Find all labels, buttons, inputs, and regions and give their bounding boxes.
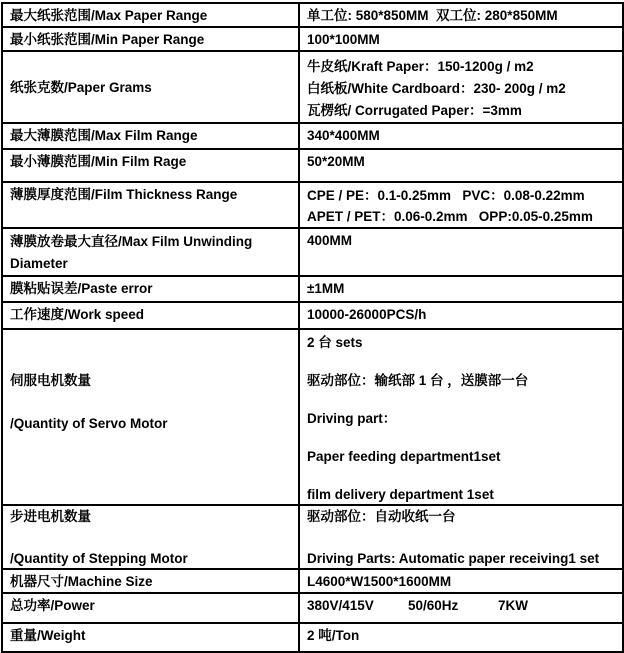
spec-value-part: 50/60Hz: [408, 598, 459, 613]
table-row: [2, 27, 623, 51]
table-row: [2, 123, 623, 149]
spec-value: 2 吨/Ton: [307, 628, 360, 643]
spec-label-cell: [2, 149, 299, 182]
table-row: [2, 51, 623, 123]
table-row: [2, 505, 623, 569]
spec-value-cell: [299, 123, 623, 149]
machine-spec-table: [1, 2, 624, 653]
spec-label: 最大薄膜范围/Max Film Range: [10, 128, 198, 143]
spec-label-cell: [2, 505, 299, 569]
spec-value-cell: [299, 149, 623, 182]
spec-label-cell: [2, 593, 299, 623]
table-row: [2, 302, 623, 329]
spec-label: 机器尺寸/Machine Size: [10, 574, 153, 589]
spec-value-line: 牛皮纸/Kraft Paper：150-1200g / m2: [307, 59, 534, 74]
table-row: [2, 276, 623, 302]
spec-label-cell: [2, 302, 299, 329]
spec-label-line: Diameter: [10, 256, 68, 271]
spec-value-line: film delivery department 1set: [307, 487, 494, 502]
spec-value-cell: [299, 329, 623, 505]
spec-label-cell: [2, 276, 299, 302]
spec-value-part: 380V/415V: [307, 598, 374, 613]
spec-label-line: 步进电机数量: [10, 509, 91, 524]
spec-label-line: 伺服电机数量: [10, 373, 91, 388]
table-row: [2, 329, 623, 505]
spec-value-part: 7KW: [498, 598, 528, 613]
spec-label: 总功率/Power: [10, 598, 95, 613]
spec-label: 最小薄膜范围/Min Film Rage: [10, 154, 187, 169]
spec-value-line: 驱动部位：输纸部 1 台 ，送膜部一台: [307, 373, 529, 388]
spec-value: 400MM: [307, 233, 353, 248]
spec-value-cell: [299, 51, 623, 123]
spec-label: 工作速度/Work speed: [10, 307, 145, 322]
spec-value-line: APET / PET：0.06-0.2mm OPP:0.05-0.25mm: [307, 209, 593, 224]
spec-label-line: 薄膜放卷最大直径/Max Film Unwinding: [10, 234, 253, 249]
table-row: [2, 623, 623, 652]
spec-label-line: /Quantity of Servo Motor: [10, 416, 168, 431]
spec-label-line: /Quantity of Stepping Motor: [10, 551, 188, 566]
spec-label: 最大纸张范围/Max Paper Range: [10, 8, 208, 23]
spec-label-cell: [2, 123, 299, 149]
spec-label-cell: [2, 3, 299, 27]
spec-label: 纸张克数/Paper Grams: [10, 80, 152, 95]
table-row: [2, 149, 623, 182]
spec-value: L4600*W1500*1600MM: [307, 574, 452, 589]
spec-label-cell: [2, 623, 299, 652]
spec-value-cell: [299, 302, 623, 329]
spec-value-line: 2 台 sets: [307, 335, 363, 350]
table-row: [2, 3, 623, 27]
spec-value: 340*400MM: [307, 128, 380, 143]
spec-value-cell: [299, 623, 623, 652]
spec-label: 薄膜厚度范围/Film Thickness Range: [10, 187, 238, 202]
spec-label: 重量/Weight: [10, 628, 86, 643]
spec-value-line: 瓦楞纸/ Corrugated Paper：=3mm: [307, 103, 522, 118]
spec-label-cell: [2, 27, 299, 51]
spec-value: 100*100MM: [307, 32, 380, 47]
spec-value-cell: [299, 3, 623, 27]
spec-value-line: Driving part：: [307, 411, 397, 426]
spec-value-line: CPE / PE：0.1-0.25mm PVC：0.08-0.22mm: [307, 188, 585, 203]
spec-label: 膜粘贴误差/Paste error: [10, 281, 153, 296]
spec-label-cell: [2, 182, 299, 228]
spec-value-cell: [299, 505, 623, 569]
spec-value-cell: [299, 27, 623, 51]
table-row: [2, 228, 623, 276]
spec-label-cell: [2, 569, 299, 593]
spec-value: 单工位: 580*850MM 双工位: 280*850MM: [307, 8, 558, 23]
spec-value-line: Paper feeding department1set: [307, 449, 501, 464]
spec-value-cell: [299, 182, 623, 228]
spec-value-cell: [299, 593, 623, 623]
spec-label-cell: [2, 228, 299, 276]
spec-value: 50*20MM: [307, 154, 365, 169]
spec-value-line: 驱动部位：自动收纸一台: [307, 509, 456, 524]
spec-value: ±1MM: [307, 281, 345, 296]
spec-value-cell: [299, 276, 623, 302]
spec-value: 10000-26000PCS/h: [307, 307, 427, 322]
spec-value-cell: [299, 569, 623, 593]
spec-value-cell: [299, 228, 623, 276]
table-row: [2, 569, 623, 593]
spec-label-cell: [2, 329, 299, 505]
spec-value-line: Driving Parts: Automatic paper receiving1 set: [307, 551, 600, 566]
spec-label: 最小纸张范围/Min Paper Range: [10, 32, 205, 47]
spec-value-line: 白纸板/White Cardboard：230- 200g / m2: [307, 81, 566, 96]
spec-label-cell: [2, 51, 299, 123]
table-row: [2, 182, 623, 228]
table-row: [2, 593, 623, 623]
